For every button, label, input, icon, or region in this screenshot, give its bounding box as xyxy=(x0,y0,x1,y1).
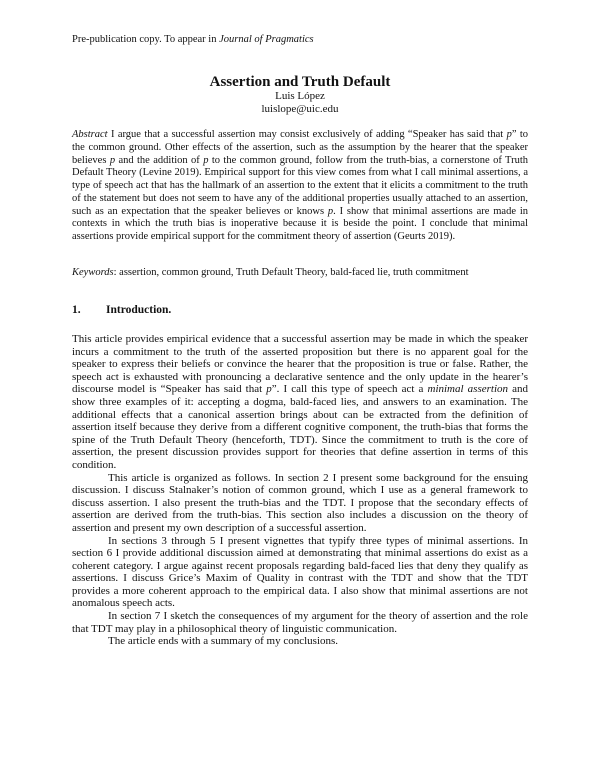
abstract-var: p xyxy=(327,205,334,217)
paragraph-text: This article provides empirical evidence that a successful assertion may be made in which the speaker incurs a commitment to the truth of the asserted proposition but there is no apparent goal for the speaker to express their beliefs or convince the hearer that the proposition is true or false. Rather, the speech act is exhausted with pronouncing a declarative sentence and the only update in the hearer’s discourse model is “Speaker has said that xyxy=(72,333,528,396)
paragraph: This article is organized as follows. In section 2 I present some background for the ensuing discussion. I discuss Stalnaker’s notion of common ground, which I use as a general framework to discuss assertion. I also present the truth-bias and the TDT. I propose that the secondary effects of assertion are derived from the truth-bias. This section also includes a discussion on the theory of assertion and present my own description of a successful assertion. xyxy=(72,471,528,534)
publication-note-text: Pre-publication copy. To appear in xyxy=(72,34,220,45)
abstract-text: ” to the common ground. Other effects of the assertion, such as the assumption by the hearer that the speaker believes xyxy=(72,129,529,166)
abstract-text: . I show that minimal assertions are made in contexts in which the truth bias is inoperative because it is beside the point. I conclude that minimal assertions provide empirical support for the commitment theory of assertion (Geurts 2019). xyxy=(72,205,528,242)
paragraph: In sections 3 through 5 I present vignettes that typify three types of minimal assertions. In section 6 I provide additional discussion aimed at demonstrating that minimal assertions do exist as a coherent category. I argue against recent proposals regarding bald-faced lies that deny they qualify as assertions. I discuss Grice’s Maxim of Quality in contrast with the TDT and show that the TDT provides a more coherent approach to the empirical data. I also show that minimal assertions are not anomalous speech acts. xyxy=(72,534,528,610)
keywords-label: Keywords xyxy=(72,267,114,278)
author-email: luislope@uic.edu xyxy=(261,103,339,115)
paragraph-var: p xyxy=(266,383,272,396)
abstract-var: p xyxy=(506,129,512,140)
author-name: Luis López xyxy=(275,90,325,102)
keywords xyxy=(72,266,528,279)
keywords-text: : assertion, common ground, Truth Default Theory, bald-faced lie, truth commitment xyxy=(113,267,469,278)
paragraph-text: and show three examples of it: accepting a dogma, bald-faced lies, and answers to an examination. The additional effects that a canonical assertion brings about can be extracted from the definition of assertion itself because they derive from a different cognitive component, the truth-bias that forms the spine of the Truth Default Theory (henceforth, TDT). Since the commitment to truth is the core of assertion, the present discussion provides support for theories that define assertion in terms of this condition. xyxy=(72,383,528,471)
publication-note xyxy=(72,34,314,45)
section-number: 1. xyxy=(72,304,81,316)
paragraph xyxy=(72,333,528,472)
author-block xyxy=(0,90,600,116)
paragraph-term: minimal assertion xyxy=(427,383,508,396)
paragraph-text: ”. I call this type of speech act a xyxy=(271,383,428,396)
paper-title: Assertion and Truth Default xyxy=(209,74,391,90)
abstract-var: p xyxy=(109,154,116,166)
body-text xyxy=(72,333,528,648)
journal-name: Journal of Pragmatics xyxy=(219,34,314,45)
section-title: Introduction. xyxy=(106,304,172,316)
abstract-text: I argue that a successful assertion may consist exclusively of adding “Speaker has said that xyxy=(107,129,507,140)
abstract-text: to the common ground, follow from the truth-bias, a cornerstone of Truth Default Theory (Levine 2019). Empirical support for this view comes from what I call minimal assertions, a type of speech act that has the hallmark of an assertion to the extent that it elicits a commitment to the truth of the statement but does not seem to have any of the additional properties usually attached to an assertion, such as an expectation that the speaker believes or knows xyxy=(72,154,528,217)
abstract-label: Abstract xyxy=(72,129,108,140)
abstract-var: p xyxy=(203,154,209,166)
paragraph: In section 7 I sketch the consequences of my argument for the theory of assertion and the role that TDT may play in a philosophical theory of linguistic communication. xyxy=(72,610,528,635)
paragraph: The article ends with a summary of my conclusions. xyxy=(108,635,339,648)
abstract-text: and the addition of xyxy=(115,154,204,166)
abstract xyxy=(72,129,528,244)
section-heading xyxy=(72,304,171,316)
